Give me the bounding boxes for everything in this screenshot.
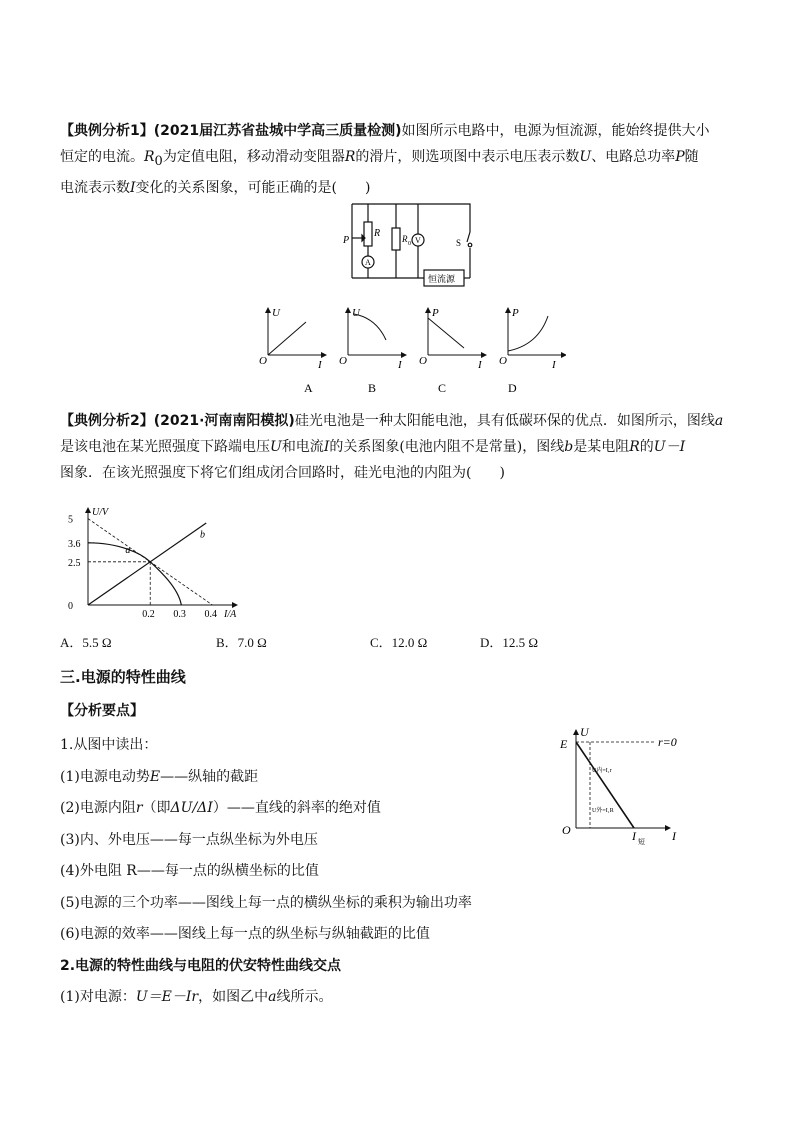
y-tick-label: 5	[68, 514, 73, 526]
text: 图象．在该光照强度下将它们组成闭合回路时，硅光电池的内阻为( )	[60, 465, 505, 481]
graph-a-label: A	[304, 381, 313, 395]
graph-a-y: U	[272, 307, 280, 319]
line7	[60, 982, 540, 1014]
var-u: U	[270, 439, 282, 455]
circuit-label-r: R	[374, 228, 381, 239]
text: 为定值电阻，移动滑动变阻器	[162, 149, 345, 165]
equation: U＝E－Ir	[135, 989, 199, 1005]
line5: (5)电源的三个功率——图线上每一点的横纵坐标的乘积为输出功率	[60, 894, 472, 911]
choice-b: B．7.0 Ω	[216, 635, 267, 650]
graph-c-y: P	[432, 307, 439, 319]
diag-u-outer: U外=I₁R	[592, 808, 614, 814]
circuit-label-v: V	[415, 236, 421, 245]
graph-b-o: O	[339, 355, 347, 367]
graph-c-label: C	[438, 381, 447, 395]
text: 随	[684, 149, 699, 165]
var-ui: U－I	[653, 439, 686, 455]
option-graphs	[256, 300, 566, 400]
series-b-label: b	[200, 529, 205, 541]
text: 变化的关系图象，可能正确的是( )	[135, 179, 371, 196]
graph-d-label: D	[508, 381, 517, 395]
line3: (3)内、外电压——每一点纵坐标为外电压	[60, 831, 318, 848]
ui-chart	[60, 505, 240, 625]
example2-paragraph	[60, 408, 740, 486]
line2	[60, 793, 540, 825]
points-list	[60, 730, 540, 1014]
var-r: r	[135, 800, 143, 816]
graph-c-o: O	[419, 355, 427, 367]
graph-a-o: O	[259, 355, 267, 367]
text: 如图所示电路中，电源为恒流源，能始终提供大小	[401, 123, 710, 139]
var-i: I	[130, 179, 136, 196]
circuit-diagram	[340, 198, 480, 294]
series-a-label: a	[125, 545, 131, 557]
text: (1)电源电动势	[60, 768, 150, 785]
diag-ishort-sub: 短	[638, 838, 645, 846]
graph-a-x: I	[318, 359, 322, 371]
text: (1)对电源：	[60, 989, 136, 1005]
line1	[60, 762, 540, 794]
graph-c-x: I	[478, 359, 482, 371]
x-tick-label: 0.4	[204, 609, 217, 620]
var-i: I	[323, 439, 330, 455]
circuit-label-source: 恒流源	[428, 275, 456, 285]
var-r: R	[344, 149, 356, 165]
graph-b-label: B	[368, 381, 377, 395]
var-b: b	[564, 439, 574, 455]
graph-b-y: U	[352, 307, 360, 319]
example1-tag: 【典例分析1】	[60, 123, 154, 139]
circuit-label-p: P	[343, 235, 350, 246]
y-tick-label: 3.6	[68, 538, 81, 550]
var-a: a	[714, 413, 724, 429]
graph-d-y: P	[512, 307, 519, 319]
example1-paragraph	[60, 118, 740, 201]
line4: (4)外电阻 R——每一点的纵横坐标的比值	[60, 863, 319, 879]
graph-d-o: O	[499, 355, 507, 367]
text: (2)电源内阻	[60, 800, 136, 816]
text: 电流表示数	[60, 179, 130, 196]
text: 是该电池在某光照强度下路端电压	[60, 439, 270, 455]
var-a: a	[268, 989, 277, 1005]
graph-d-x: I	[552, 359, 556, 371]
text: 和电流	[281, 439, 324, 455]
text: 、电路总功率	[591, 149, 676, 165]
text: ，如图乙中	[198, 989, 269, 1005]
diag-r0-label: r=0	[658, 735, 677, 749]
series-b-line	[88, 523, 206, 605]
text: 的	[639, 439, 654, 455]
circuit-label-a: A	[365, 258, 371, 267]
circuit-label-r0-sub: 0	[408, 241, 411, 247]
var-r0: R	[144, 149, 155, 165]
var-u: U	[579, 149, 592, 165]
section-title: 三.电源的特性曲线	[60, 668, 186, 686]
example2-source: (2021·河南南阳模拟)	[153, 413, 295, 429]
characteristic-diagram	[556, 724, 696, 848]
text: （即	[142, 800, 171, 816]
text: 恒定的电流。	[60, 149, 144, 165]
x-tick-label: 0.3	[173, 609, 186, 620]
x-axis-label: I/A	[224, 609, 237, 620]
sub: 0	[154, 153, 163, 169]
text: ——纵轴的截距	[160, 768, 259, 785]
var-slope: ΔU/ΔI	[170, 800, 213, 816]
choice-d: D．12.5 Ω	[480, 635, 539, 650]
var-p: P	[675, 149, 685, 165]
y-tick-label: 2.5	[68, 557, 81, 569]
x-tick-label: 0.2	[142, 609, 155, 620]
diag-u-inner: U内=I₁r	[592, 768, 612, 774]
x-axis-arrow	[232, 602, 238, 608]
text: 是某电阻	[573, 439, 630, 455]
choice-c: C．12.0 Ω	[370, 635, 428, 650]
text: ）——直线的斜率的绝对值	[212, 800, 381, 816]
diag-ishort-label: I	[632, 829, 636, 843]
text: 的关系图象(电池内阻不是常量)，图线	[329, 439, 565, 455]
diag-o-label: O	[562, 823, 571, 837]
text: 硅光电池是一种太阳能电池，具有低碳环保的优点．如图所示，图线	[294, 413, 715, 429]
y-axis-arrow	[85, 507, 91, 513]
graph-b-x: I	[398, 359, 402, 371]
line6: (6)电源的效率——图线上每一点的纵坐标与纵轴截距的比值	[60, 926, 430, 942]
diag-e-label: E	[560, 737, 568, 751]
example2-tag: 【典例分析2】	[60, 413, 154, 429]
circuit-label-r0: R	[402, 234, 408, 244]
item2: 2.电源的特性曲线与电阻的伏安特性曲线交点	[60, 957, 342, 974]
text: 的滑片，则选项图中表示电压表示数	[355, 149, 580, 165]
var-r: R	[629, 439, 640, 455]
points-title: 【分析要点】	[60, 703, 144, 719]
diag-i-label: I	[672, 829, 676, 843]
circuit-label-s: S	[456, 238, 462, 248]
text: 线所示。	[276, 989, 333, 1005]
y-tick-label: 0	[68, 601, 73, 612]
y-axis-label: U/V	[92, 507, 109, 518]
diag-u-label: U	[580, 725, 589, 739]
var-e: E	[149, 768, 161, 785]
choice-a: A．5.5 Ω	[60, 635, 112, 650]
example1-source: (2021届江苏省盐城中学高三质量检测)	[153, 123, 402, 139]
item1: 1.从图中读出：	[60, 737, 158, 753]
